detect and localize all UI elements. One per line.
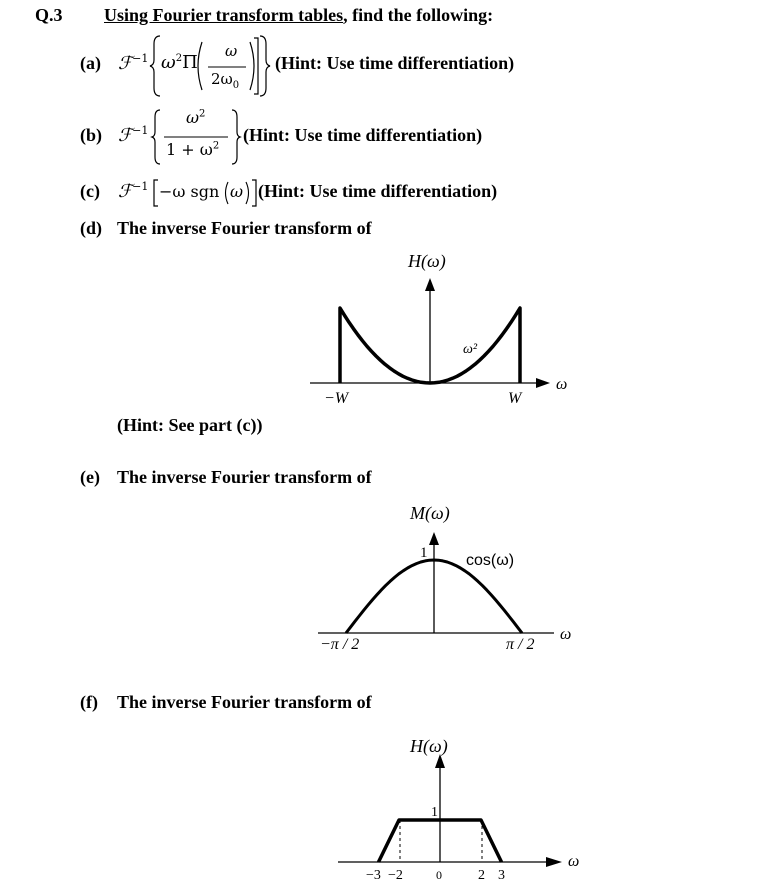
chart-d-tick-neg-w: −W [324, 390, 349, 407]
den-text: 1 + ω [166, 140, 213, 159]
part-b-operator [118, 124, 148, 146]
instruction-underlined: Using Fourier transform tables [104, 5, 344, 25]
operator-symbol: ℱ [118, 53, 133, 74]
chart-d-y-arrow [425, 278, 435, 291]
chart-f-tick-neg2: −2 [388, 868, 403, 883]
chart-d [300, 245, 590, 415]
den-text: 2ω [211, 70, 233, 88]
chart-f-tick-3: 3 [498, 868, 505, 883]
part-a-frac-den [211, 70, 239, 91]
omega-exponent: 2 [199, 108, 206, 120]
chart-e-tick-neg: −π / 2 [320, 636, 360, 653]
part-a-w2 [161, 52, 198, 73]
operator-superscript: −1 [132, 180, 149, 193]
operator-superscript: −1 [132, 52, 149, 65]
part-d-text: The inverse Fourier transform of [117, 218, 372, 238]
chart-f-x-arrow [546, 857, 562, 867]
part-b-hint: (Hint: Use time differentiation) [243, 125, 483, 145]
chart-f-y-arrow [435, 754, 445, 768]
chart-f-title: H(ω) [410, 736, 448, 756]
instruction-rest: , find the following: [343, 5, 494, 25]
part-c-label: (c) [80, 181, 100, 201]
part-d-label: (d) [80, 218, 102, 238]
chart-d-x-arrow [536, 378, 550, 388]
chart-e-title: M(ω) [410, 503, 450, 523]
omega-exponent: 2 [175, 53, 183, 64]
part-b-numerator [186, 108, 205, 127]
part-a-label: (a) [80, 53, 101, 73]
part-b-denominator [166, 140, 219, 159]
part-e-label: (e) [80, 467, 100, 487]
chart-d-x-label: ω [556, 376, 568, 393]
chart-f-x-label: ω [568, 853, 580, 870]
den-exponent: 2 [212, 140, 220, 152]
part-c-hint: (Hint: Use time differentiation) [258, 181, 498, 201]
chart-e-y-arrow [429, 532, 439, 545]
instruction [104, 5, 493, 26]
chart-d-function-label: ω² [463, 342, 478, 357]
chart-e-x-label: ω [560, 626, 572, 643]
chart-d-tick-w: W [508, 390, 522, 407]
chart-f-tick-neg3: −3 [366, 868, 381, 883]
chart-e-function-label: cos(ω) [466, 552, 515, 569]
part-f-label: (f) [80, 692, 98, 712]
part-c-expr: −ω sgn [159, 182, 220, 201]
rect-pi: Π [182, 52, 198, 73]
operator-symbol: ℱ [118, 181, 133, 202]
chart-e [310, 495, 590, 660]
part-d-hint: (Hint: See part (c)) [117, 415, 263, 435]
part-a-operator [118, 52, 148, 74]
chart-e-tick-pos: π / 2 [506, 636, 535, 653]
part-c-operator [118, 180, 148, 202]
omega: ω [161, 52, 176, 73]
part-a-hint: (Hint: Use time differentiation) [275, 53, 515, 73]
part-e-text: The inverse Fourier transform of [117, 467, 372, 487]
omega: ω [186, 108, 200, 127]
operator-symbol: ℱ [118, 125, 133, 146]
den-sub: 0 [232, 80, 240, 91]
part-a-frac-num: ω [225, 42, 238, 60]
chart-f [330, 722, 590, 882]
chart-f-tick-0: 0 [436, 868, 442, 882]
part-c-arg: ω [230, 182, 244, 201]
chart-d-title: H(ω) [408, 251, 446, 271]
chart-e-peak-label: 1 [420, 545, 428, 561]
operator-superscript: −1 [132, 124, 149, 137]
chart-f-peak-label: 1 [431, 805, 438, 820]
question-label: Q.3 [35, 5, 63, 25]
part-f-text: The inverse Fourier transform of [117, 692, 372, 712]
chart-f-tick-2: 2 [478, 868, 485, 883]
part-b-label: (b) [80, 125, 102, 145]
